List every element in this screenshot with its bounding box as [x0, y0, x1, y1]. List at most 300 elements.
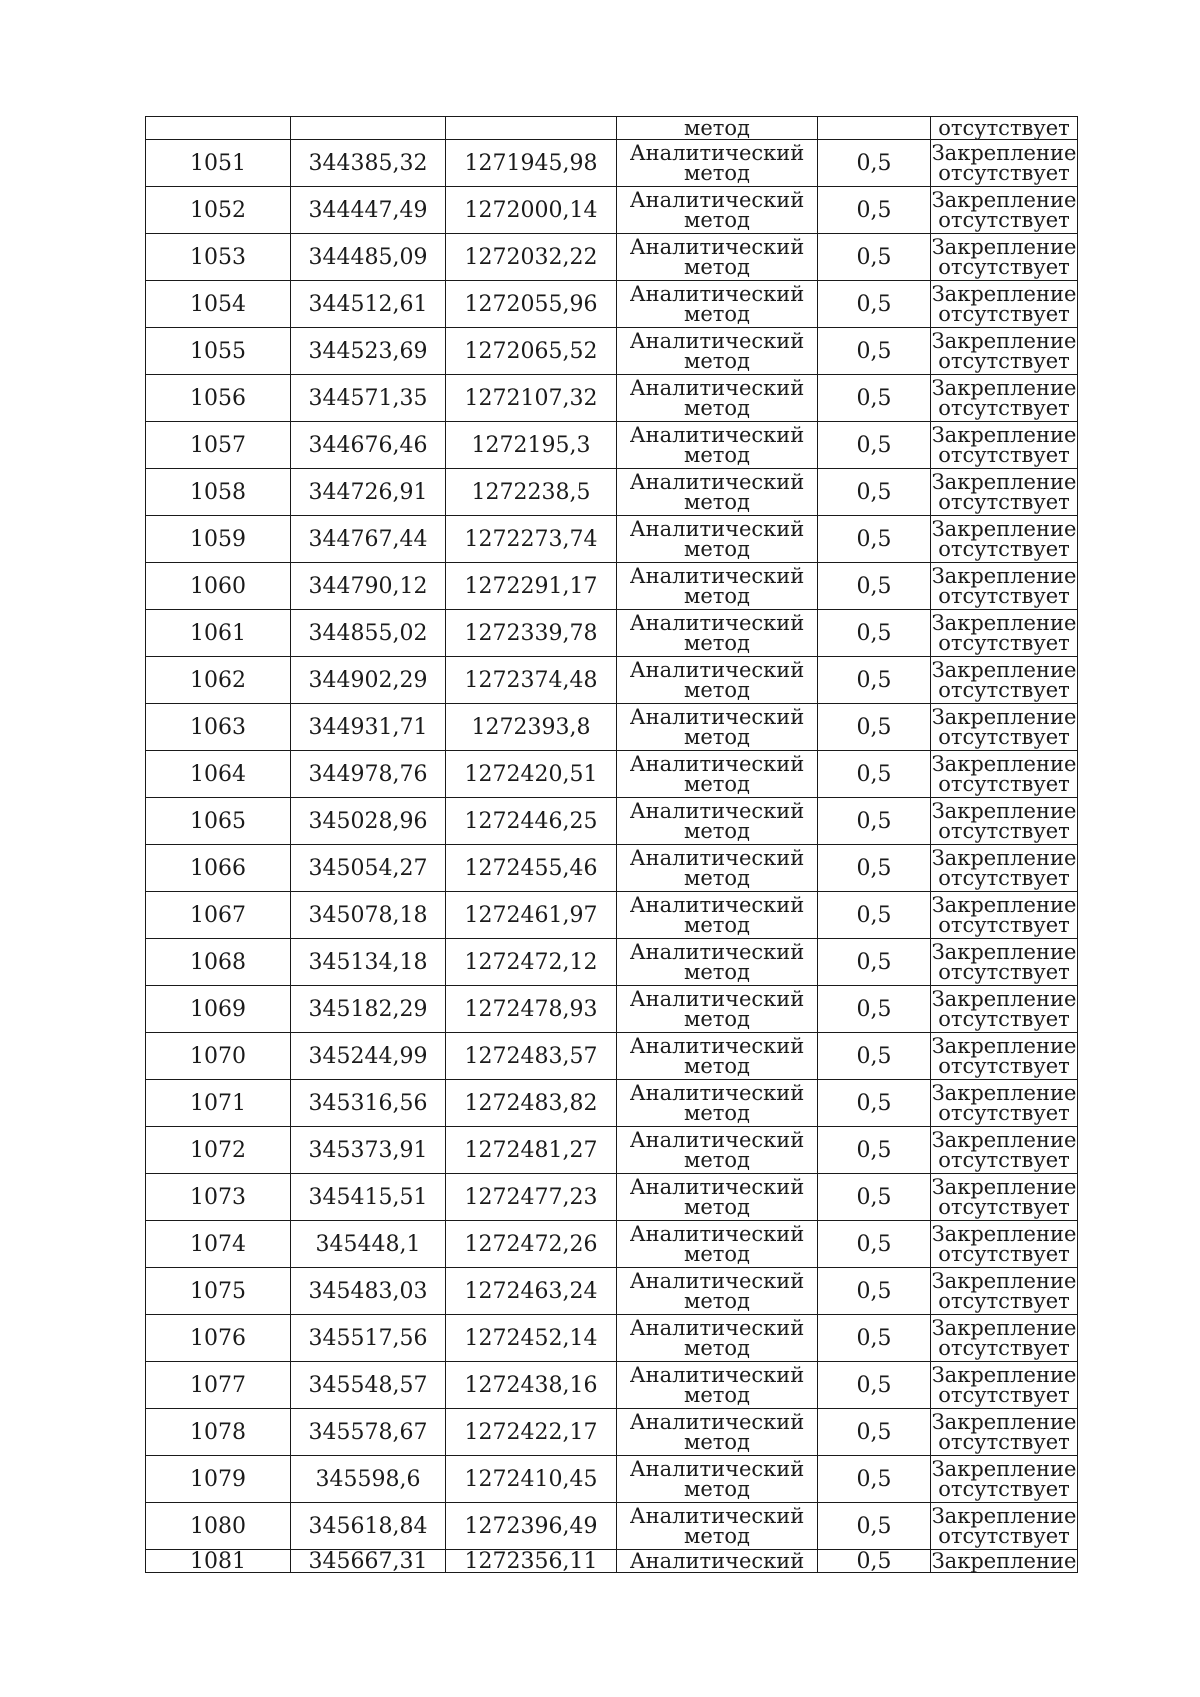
table-row [146, 1127, 1078, 1174]
cell-fixing-line1: Закрепление [931, 1457, 1077, 1481]
cell-x: 345182,29 [291, 986, 446, 1033]
cell-method [617, 986, 818, 1033]
cell-fixing [931, 516, 1078, 563]
cell-point: 1070 [146, 1033, 291, 1080]
cell-point: 1053 [146, 234, 291, 281]
cell-method-line2: метод [684, 208, 750, 232]
cell-method-line2: метод [684, 1524, 750, 1548]
cell-x: 345618,84 [291, 1503, 446, 1550]
cell-fixing-line1: Закрепление [931, 1363, 1077, 1387]
cell-point: 1056 [146, 375, 291, 422]
cell-method-line1: Аналитический [629, 329, 805, 353]
cell-accuracy: 0,5 [818, 986, 931, 1033]
table-row [146, 234, 1078, 281]
cell-method-line1: Аналитический [629, 987, 805, 1011]
cell-point: 1058 [146, 469, 291, 516]
cell-x: 344931,71 [291, 704, 446, 751]
cell-accuracy: 0,5 [818, 1033, 931, 1080]
cell-method-line1: Аналитический [629, 799, 805, 823]
cell-y: 1272032,22 [446, 234, 617, 281]
cell-accuracy: 0,5 [818, 657, 931, 704]
cell-point: 1067 [146, 892, 291, 939]
table-row [146, 1221, 1078, 1268]
cell-fixing-line1: Закрепление [931, 1504, 1077, 1528]
cell-method-line1: Аналитический [629, 470, 805, 494]
cell-method-line2: метод [684, 1383, 750, 1407]
cell-fixing-line2: отсутствует [938, 631, 1070, 655]
cell-y: 1272463,24 [446, 1268, 617, 1315]
cell-accuracy: 0,5 [818, 1550, 931, 1573]
cell-x: 344571,35 [291, 375, 446, 422]
cell-fixing [931, 187, 1078, 234]
cell-y: 1272477,23 [446, 1174, 617, 1221]
cell-method-line1: Аналитический [629, 282, 805, 306]
table-row-last [146, 1550, 1078, 1573]
cell-x: 345548,57 [291, 1362, 446, 1409]
cell-method-line1: Аналитический [629, 1222, 805, 1246]
cell-fixing-line1: Закрепление [931, 1316, 1077, 1340]
cell-method-line1: Аналитический [629, 1034, 805, 1058]
cell-method [617, 375, 818, 422]
cell-fixing [931, 375, 1078, 422]
cell-point: 1079 [146, 1456, 291, 1503]
cell-fixing-line1: Закрепление [931, 705, 1077, 729]
cell-y: 1272420,51 [446, 751, 617, 798]
cell-fixing-line1: Закрепление [931, 1269, 1077, 1293]
table-row [146, 328, 1078, 375]
table-row [146, 1315, 1078, 1362]
cell-method-line2: метод [684, 725, 750, 749]
cell-x: 345028,96 [291, 798, 446, 845]
cell-x: 345578,67 [291, 1409, 446, 1456]
cell-y: 1272481,27 [446, 1127, 617, 1174]
table-row [146, 1409, 1078, 1456]
cell-accuracy: 0,5 [818, 1127, 931, 1174]
cell-method [617, 1362, 818, 1409]
cell-y: 1272356,11 [446, 1550, 617, 1573]
cell-y: 1272483,57 [446, 1033, 617, 1080]
cell-x: 345517,56 [291, 1315, 446, 1362]
cell-y: 1272422,17 [446, 1409, 617, 1456]
cell-x: 344767,44 [291, 516, 446, 563]
cell-x: 345078,18 [291, 892, 446, 939]
cell-x: 344902,29 [291, 657, 446, 704]
cell-x: 345316,56 [291, 1080, 446, 1127]
cell-fixing-line2: отсутствует [938, 255, 1070, 279]
cell-y: 1271945,98 [446, 140, 617, 187]
table-row [146, 939, 1078, 986]
table-row [146, 610, 1078, 657]
cell-fixing [931, 1221, 1078, 1268]
cell-method [617, 610, 818, 657]
cell-method [617, 1174, 818, 1221]
cell-fixing-line1: Закрепление [931, 1410, 1077, 1434]
cell-fixing [931, 798, 1078, 845]
cell-y: 1272438,16 [446, 1362, 617, 1409]
coordinates-table [145, 116, 1078, 1573]
cell-method [617, 1080, 818, 1127]
cell-method-line2: метод [684, 1007, 750, 1031]
cell-method [617, 563, 818, 610]
table-row [146, 704, 1078, 751]
table-row [146, 1456, 1078, 1503]
cell-fixing [931, 845, 1078, 892]
cell-x: 345134,18 [291, 939, 446, 986]
cell-accuracy: 0,5 [818, 187, 931, 234]
cell-fixing-line1: Закрепление [931, 1034, 1077, 1058]
cell-fixing-line2: отсутствует [938, 1289, 1070, 1313]
cell-method [617, 939, 818, 986]
cell-fixing-line2: отсутствует [938, 584, 1070, 608]
cell-fixing-line1: Закрепление [931, 282, 1077, 306]
cell-method [617, 1033, 818, 1080]
table-row [146, 1033, 1078, 1080]
cell-point [146, 117, 291, 140]
cell-method-line2: метод [684, 490, 750, 514]
cell-point: 1072 [146, 1127, 291, 1174]
cell-y: 1272000,14 [446, 187, 617, 234]
cell-accuracy [818, 117, 931, 140]
cell-fixing [931, 986, 1078, 1033]
cell-x: 344978,76 [291, 751, 446, 798]
cell-accuracy: 0,5 [818, 751, 931, 798]
cell-y: 1272393,8 [446, 704, 617, 751]
cell-accuracy: 0,5 [818, 422, 931, 469]
coordinates-table-body [146, 117, 1078, 1573]
cell-y: 1272107,32 [446, 375, 617, 422]
cell-y: 1272374,48 [446, 657, 617, 704]
cell-fixing-line1: Закрепление [931, 940, 1077, 964]
cell-fixing [931, 657, 1078, 704]
cell-method [617, 1221, 818, 1268]
cell-point: 1061 [146, 610, 291, 657]
cell-point: 1068 [146, 939, 291, 986]
cell-fixing [931, 751, 1078, 798]
cell-point: 1078 [146, 1409, 291, 1456]
cell-method-line2: метод [684, 396, 750, 420]
cell-method-line1: Аналитический [629, 141, 805, 165]
cell-fixing-line2: отсутствует [938, 396, 1070, 420]
cell-fixing-line2: отсутствует [938, 1336, 1070, 1360]
cell-method-line1: Аналитический [629, 1504, 805, 1528]
cell-point: 1076 [146, 1315, 291, 1362]
cell-fixing-line1: Закрепление [931, 517, 1077, 541]
cell-method [617, 704, 818, 751]
cell-accuracy: 0,5 [818, 1221, 931, 1268]
cell-point: 1080 [146, 1503, 291, 1550]
table-row [146, 140, 1078, 187]
table-row [146, 845, 1078, 892]
cell-method [617, 751, 818, 798]
cell-method-line2: метод [684, 913, 750, 937]
cell-fixing-line1: Закрепление [931, 611, 1077, 635]
cell-fixing-line2: отсутствует [938, 1007, 1070, 1031]
cell-method-line2: метод [684, 537, 750, 561]
cell-accuracy: 0,5 [818, 375, 931, 422]
cell-method [617, 892, 818, 939]
cell-method-line2: метод [684, 161, 750, 185]
table-row [146, 1362, 1078, 1409]
cell-y: 1272065,52 [446, 328, 617, 375]
cell-point: 1081 [146, 1550, 291, 1573]
cell-y [446, 117, 617, 140]
table-row [146, 281, 1078, 328]
cell-fixing [931, 1033, 1078, 1080]
cell-accuracy: 0,5 [818, 281, 931, 328]
cell-fixing [931, 939, 1078, 986]
cell-method-line2: метод [684, 1101, 750, 1125]
cell-point: 1059 [146, 516, 291, 563]
table-row [146, 1503, 1078, 1550]
cell-x: 345667,31 [291, 1550, 446, 1573]
cell-fixing-line2: отсутствует [938, 866, 1070, 890]
cell-x: 344512,61 [291, 281, 446, 328]
cell-fixing-line1: Закрепление [931, 752, 1077, 776]
cell-point: 1063 [146, 704, 291, 751]
cell-fixing-line1: Закрепление [931, 846, 1077, 870]
cell-point: 1052 [146, 187, 291, 234]
table-row-continued [146, 117, 1078, 140]
cell-method-line1: Аналитический [629, 611, 805, 635]
cell-point: 1057 [146, 422, 291, 469]
cell-y: 1272238,5 [446, 469, 617, 516]
cell-method-line1: Аналитический [629, 1410, 805, 1434]
cell-x: 344385,32 [291, 140, 446, 187]
cell-accuracy: 0,5 [818, 704, 931, 751]
cell-method-line1: Аналитический [629, 940, 805, 964]
cell-fixing [931, 1409, 1078, 1456]
cell-method-line1: Аналитический [629, 1457, 805, 1481]
cell-fixing [931, 281, 1078, 328]
cell-fixing-line2: отсутствует [938, 725, 1070, 749]
cell-point: 1069 [146, 986, 291, 1033]
cell-method [617, 1268, 818, 1315]
cell-y: 1272483,82 [446, 1080, 617, 1127]
cell-fixing [931, 1362, 1078, 1409]
cell-point: 1074 [146, 1221, 291, 1268]
cell-method [617, 798, 818, 845]
cell-method [617, 422, 818, 469]
cell-x: 344855,02 [291, 610, 446, 657]
cell-method [617, 140, 818, 187]
cell-method-line2: метод [684, 1477, 750, 1501]
cell-method [617, 328, 818, 375]
cell-fixing-line1: Закрепление [931, 329, 1077, 353]
cell-accuracy: 0,5 [818, 328, 931, 375]
cell-method [617, 657, 818, 704]
cell-method-line1: Аналитический [629, 376, 805, 400]
cell-point: 1062 [146, 657, 291, 704]
cell-fixing-line2: отсутствует [938, 490, 1070, 514]
cell-fixing-line2: отсутствует [938, 819, 1070, 843]
cell-method [617, 234, 818, 281]
cell-accuracy: 0,5 [818, 1080, 931, 1127]
cell-x: 344726,91 [291, 469, 446, 516]
cell-fixing-line2: отсутствует [938, 1195, 1070, 1219]
cell-method-line2: метод [684, 1336, 750, 1360]
cell-accuracy: 0,5 [818, 798, 931, 845]
cell-fixing-line2: отсутствует [938, 1148, 1070, 1172]
cell-accuracy: 0,5 [818, 939, 931, 986]
cell-fixing-line1: Закрепление [931, 1081, 1077, 1105]
cell-method-line1: Аналитический [629, 564, 805, 588]
cell-fixing-line2: отсутствует [938, 1383, 1070, 1407]
cell-accuracy: 0,5 [818, 1362, 931, 1409]
cell-y: 1272472,12 [446, 939, 617, 986]
cell-x: 345598,6 [291, 1456, 446, 1503]
cell-fixing-line2: отсутствует [938, 161, 1070, 185]
cell-accuracy: 0,5 [818, 1174, 931, 1221]
cell-method [617, 469, 818, 516]
cell-fixing: Закрепление [931, 1549, 1077, 1573]
cell-accuracy: 0,5 [818, 1315, 931, 1362]
cell-method [617, 845, 818, 892]
table-row [146, 375, 1078, 422]
cell-accuracy: 0,5 [818, 234, 931, 281]
cell-method-line2: метод [684, 819, 750, 843]
cell-method-line2: метод [684, 443, 750, 467]
cell-x: 345415,51 [291, 1174, 446, 1221]
cell-fixing-line2: отсутствует [938, 1524, 1070, 1548]
cell-fixing [931, 140, 1078, 187]
cell-point: 1054 [146, 281, 291, 328]
cell-accuracy: 0,5 [818, 1409, 931, 1456]
table-row [146, 1268, 1078, 1315]
cell-fixing-line2: отсутствует [938, 537, 1070, 561]
cell-x: 345244,99 [291, 1033, 446, 1080]
cell-y: 1272410,45 [446, 1456, 617, 1503]
cell-method-line2: метод [684, 866, 750, 890]
cell-point: 1060 [146, 563, 291, 610]
cell-fixing [931, 422, 1078, 469]
table-row [146, 187, 1078, 234]
cell-method [617, 187, 818, 234]
table-row [146, 1174, 1078, 1221]
cell-y: 1272461,97 [446, 892, 617, 939]
cell-y: 1272446,25 [446, 798, 617, 845]
cell-y: 1272396,49 [446, 1503, 617, 1550]
table-row [146, 751, 1078, 798]
cell-x: 345483,03 [291, 1268, 446, 1315]
cell-method-line2: метод [684, 678, 750, 702]
cell-fixing-line2: отсутствует [938, 1430, 1070, 1454]
cell-method-tail: метод [617, 117, 818, 140]
cell-method-line1: Аналитический [629, 846, 805, 870]
cell-point: 1077 [146, 1362, 291, 1409]
cell-method-line2: метод [684, 1242, 750, 1266]
cell-point: 1051 [146, 140, 291, 187]
cell-method-line2: метод [684, 631, 750, 655]
cell-method-line1: Аналитический [629, 1316, 805, 1340]
cell-method-line1: Аналитический [629, 1175, 805, 1199]
cell-y: 1272455,46 [446, 845, 617, 892]
cell-method-line2: метод [684, 1289, 750, 1313]
cell-fixing-tail: отсутствует [931, 117, 1078, 140]
cell-method-line2: метод [684, 772, 750, 796]
cell-fixing-line1: Закрепление [931, 1175, 1077, 1199]
cell-x: 345054,27 [291, 845, 446, 892]
cell-y: 1272452,14 [446, 1315, 617, 1362]
cell-method-line1: Аналитический [629, 517, 805, 541]
cell-fixing-line1: Закрепление [931, 1128, 1077, 1152]
cell-fixing-line1: Закрепление [931, 893, 1077, 917]
cell-y: 1272195,3 [446, 422, 617, 469]
cell-fixing-line2: отсутствует [938, 1477, 1070, 1501]
cell-accuracy: 0,5 [818, 563, 931, 610]
cell-method-line1: Аналитический [629, 235, 805, 259]
table-row [146, 422, 1078, 469]
cell-method-line1: Аналитический [629, 705, 805, 729]
cell-point: 1071 [146, 1080, 291, 1127]
cell-fixing-line1: Закрепление [931, 1222, 1077, 1246]
cell-y: 1272055,96 [446, 281, 617, 328]
cell-fixing [931, 328, 1078, 375]
cell-fixing-line1: Закрепление [931, 423, 1077, 447]
cell-fixing-line2: отсутствует [938, 302, 1070, 326]
cell-method-line1: Аналитический [629, 893, 805, 917]
cell-fixing [931, 704, 1078, 751]
cell-method: Аналитический [617, 1550, 818, 1573]
cell-method-line1: Аналитический [629, 1081, 805, 1105]
cell-fixing-line2: отсутствует [938, 772, 1070, 796]
cell-method [617, 281, 818, 328]
cell-y: 1272478,93 [446, 986, 617, 1033]
cell-fixing-line2: отсутствует [938, 443, 1070, 467]
cell-method-line2: метод [684, 584, 750, 608]
cell-fixing [931, 1174, 1078, 1221]
cell-fixing [931, 1315, 1078, 1362]
table-row [146, 892, 1078, 939]
cell-x [291, 117, 446, 140]
cell-method [617, 1315, 818, 1362]
cell-method-line2: метод [684, 1148, 750, 1172]
cell-fixing [931, 1080, 1078, 1127]
table-row [146, 563, 1078, 610]
cell-point: 1075 [146, 1268, 291, 1315]
cell-fixing-line2: отсутствует [938, 1101, 1070, 1125]
cell-accuracy: 0,5 [818, 892, 931, 939]
cell-fixing-line1: Закрепление [931, 235, 1077, 259]
cell-accuracy: 0,5 [818, 1268, 931, 1315]
table-row [146, 516, 1078, 563]
cell-point: 1066 [146, 845, 291, 892]
cell-fixing-line2: отсутствует [938, 960, 1070, 984]
cell-fixing-line1: Закрепление [931, 564, 1077, 588]
cell-method-line2: метод [684, 255, 750, 279]
cell-x: 344676,46 [291, 422, 446, 469]
cell-fixing-line2: отсутствует [938, 208, 1070, 232]
cell-accuracy: 0,5 [818, 610, 931, 657]
cell-point: 1064 [146, 751, 291, 798]
table-row [146, 1080, 1078, 1127]
cell-fixing-line2: отсутствует [938, 349, 1070, 373]
cell-y: 1272472,26 [446, 1221, 617, 1268]
cell-method-line2: метод [684, 1054, 750, 1078]
cell-method-line2: метод [684, 302, 750, 326]
cell-x: 345373,91 [291, 1127, 446, 1174]
cell-y: 1272273,74 [446, 516, 617, 563]
cell-accuracy: 0,5 [818, 140, 931, 187]
cell-method-line1: Аналитический [629, 752, 805, 776]
cell-x: 345448,1 [291, 1221, 446, 1268]
cell-method [617, 1409, 818, 1456]
cell-method-line2: метод [684, 960, 750, 984]
cell-fixing-line1: Закрепление [931, 799, 1077, 823]
cell-fixing [931, 1268, 1078, 1315]
cell-method [617, 1127, 818, 1174]
cell-accuracy: 0,5 [818, 845, 931, 892]
cell-method-line1: Аналитический [629, 188, 805, 212]
